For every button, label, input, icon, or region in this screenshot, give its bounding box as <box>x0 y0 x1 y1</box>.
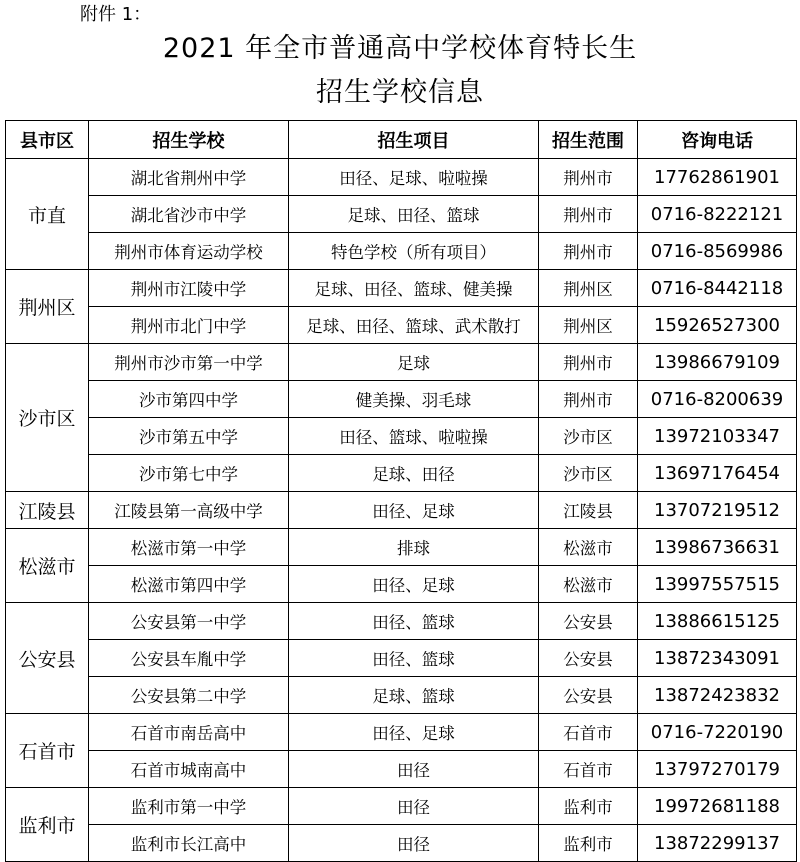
table-row <box>6 603 797 640</box>
school-cell: 监利市长江高中 <box>89 825 289 862</box>
school-cell: 江陵县第一高级中学 <box>89 492 289 529</box>
table-header-row <box>6 121 797 159</box>
project-cell: 田径 <box>289 825 539 862</box>
scope-cell: 江陵县 <box>539 492 638 529</box>
table-row <box>6 825 797 862</box>
scope-cell: 公安县 <box>539 603 638 640</box>
phone-cell: 13886615125 <box>638 603 797 640</box>
phone-cell: 0716-8442118 <box>638 270 797 307</box>
scope-cell: 监利市 <box>539 788 638 825</box>
table-row <box>6 233 797 270</box>
table-body <box>6 159 797 862</box>
phone-cell: 0716-8200639 <box>638 381 797 418</box>
scope-cell: 荆州市 <box>539 196 638 233</box>
district-cell: 公安县 <box>6 603 89 714</box>
page-title: 2021 年全市普通高中学校体育特长生 <box>162 33 638 64</box>
school-cell: 荆州市北门中学 <box>89 307 289 344</box>
project-cell: 田径、足球 <box>289 492 539 529</box>
school-cell: 松滋市第一中学 <box>89 529 289 566</box>
phone-cell: 13986736631 <box>638 529 797 566</box>
table-row <box>6 640 797 677</box>
table-row <box>6 751 797 788</box>
header-phone: 咨询电话 <box>638 121 797 159</box>
project-cell: 田径、足球、啦啦操 <box>289 159 539 196</box>
header-project: 招生项目 <box>289 121 539 159</box>
project-cell: 足球、田径、篮球、健美操 <box>289 270 539 307</box>
scope-cell: 公安县 <box>539 640 638 677</box>
school-cell: 沙市第四中学 <box>89 381 289 418</box>
table-row <box>6 492 797 529</box>
table-row <box>6 307 797 344</box>
scope-cell: 荆州区 <box>539 307 638 344</box>
table-row <box>6 788 797 825</box>
school-cell: 石首市南岳高中 <box>89 714 289 751</box>
header-scope: 招生范围 <box>539 121 638 159</box>
scope-cell: 荆州市 <box>539 381 638 418</box>
project-cell: 田径、足球 <box>289 714 539 751</box>
scope-cell: 石首市 <box>539 751 638 788</box>
scope-cell: 荆州市 <box>539 344 638 381</box>
district-cell: 市直 <box>6 159 89 270</box>
district-cell: 监利市 <box>6 788 89 862</box>
phone-cell: 0716-8569986 <box>638 233 797 270</box>
school-cell: 沙市第五中学 <box>89 418 289 455</box>
table-row <box>6 455 797 492</box>
phone-cell: 13972103347 <box>638 418 797 455</box>
scope-cell: 石首市 <box>539 714 638 751</box>
table-row <box>6 529 797 566</box>
school-cell: 湖北省荆州中学 <box>89 159 289 196</box>
school-cell: 荆州市体育运动学校 <box>89 233 289 270</box>
phone-cell: 13697176454 <box>638 455 797 492</box>
school-cell: 荆州市沙市第一中学 <box>89 344 289 381</box>
phone-cell: 13872423832 <box>638 677 797 714</box>
phone-cell: 0716-7220190 <box>638 714 797 751</box>
scope-cell: 监利市 <box>539 825 638 862</box>
header-school: 招生学校 <box>89 121 289 159</box>
phone-cell: 13986679109 <box>638 344 797 381</box>
school-cell: 荆州市江陵中学 <box>89 270 289 307</box>
attachment-label: 附件 1： <box>80 4 152 25</box>
scope-cell: 沙市区 <box>539 418 638 455</box>
header-district: 县市区 <box>6 121 89 159</box>
project-cell: 足球 <box>289 344 539 381</box>
school-info-table <box>5 120 797 862</box>
school-cell: 公安县第二中学 <box>89 677 289 714</box>
project-cell: 排球 <box>289 529 539 566</box>
project-cell: 田径、篮球 <box>289 603 539 640</box>
school-cell: 公安县第一中学 <box>89 603 289 640</box>
phone-cell: 13707219512 <box>638 492 797 529</box>
table-row <box>6 714 797 751</box>
project-cell: 田径、足球 <box>289 566 539 603</box>
school-cell: 湖北省沙市中学 <box>89 196 289 233</box>
project-cell: 健美操、羽毛球 <box>289 381 539 418</box>
district-cell: 荆州区 <box>6 270 89 344</box>
school-cell: 监利市第一中学 <box>89 788 289 825</box>
school-cell: 石首市城南高中 <box>89 751 289 788</box>
school-cell: 松滋市第四中学 <box>89 566 289 603</box>
project-cell: 田径、篮球、啦啦操 <box>289 418 539 455</box>
scope-cell: 公安县 <box>539 677 638 714</box>
scope-cell: 荆州市 <box>539 233 638 270</box>
district-cell: 松滋市 <box>6 529 89 603</box>
scope-cell: 松滋市 <box>539 529 638 566</box>
scope-cell: 荆州区 <box>539 270 638 307</box>
phone-cell: 0716-8222121 <box>638 196 797 233</box>
phone-cell: 19972681188 <box>638 788 797 825</box>
scope-cell: 松滋市 <box>539 566 638 603</box>
project-cell: 足球、篮球 <box>289 677 539 714</box>
table-row <box>6 381 797 418</box>
project-cell: 田径 <box>289 788 539 825</box>
phone-cell: 15926527300 <box>638 307 797 344</box>
table-row <box>6 270 797 307</box>
table-row <box>6 159 797 196</box>
district-cell: 江陵县 <box>6 492 89 529</box>
table-row <box>6 196 797 233</box>
phone-cell: 13872299137 <box>638 825 797 862</box>
table-row <box>6 566 797 603</box>
project-cell: 足球、田径 <box>289 455 539 492</box>
scope-cell: 荆州市 <box>539 159 638 196</box>
project-cell: 足球、田径、篮球 <box>289 196 539 233</box>
table-row <box>6 677 797 714</box>
project-cell: 田径、篮球 <box>289 640 539 677</box>
phone-cell: 13872343091 <box>638 640 797 677</box>
table-row <box>6 344 797 381</box>
district-cell: 沙市区 <box>6 344 89 492</box>
table-row <box>6 418 797 455</box>
page-subtitle: 招生学校信息 <box>316 77 484 108</box>
phone-cell: 13997557515 <box>638 566 797 603</box>
project-cell: 特色学校（所有项目） <box>289 233 539 270</box>
school-cell: 公安县车胤中学 <box>89 640 289 677</box>
phone-cell: 13797270179 <box>638 751 797 788</box>
phone-cell: 17762861901 <box>638 159 797 196</box>
school-cell: 沙市第七中学 <box>89 455 289 492</box>
project-cell: 田径 <box>289 751 539 788</box>
district-cell: 石首市 <box>6 714 89 788</box>
project-cell: 足球、田径、篮球、武术散打 <box>289 307 539 344</box>
scope-cell: 沙市区 <box>539 455 638 492</box>
